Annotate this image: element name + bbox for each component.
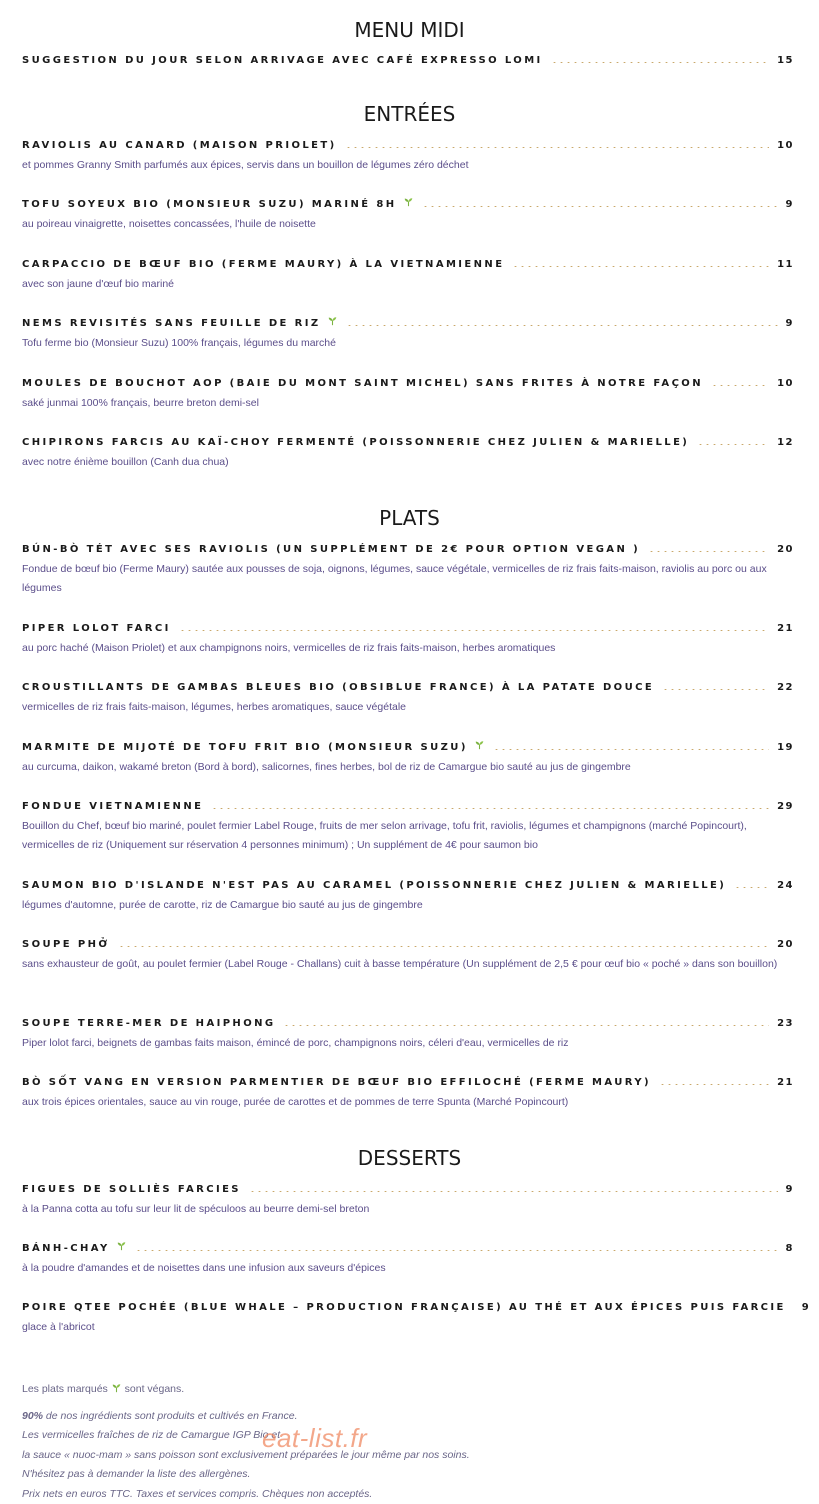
item-description: sans exhausteur de goût, au poulet fermier (Label Rouge - Challans) cuit à basse température (Un supplément de 2,5 € pour œuf bio « poché » dans son bouillon)	[22, 955, 794, 974]
menu-item	[22, 435, 794, 472]
item-name: FONDUE VIETNAMIENNE	[22, 801, 203, 812]
item-price: 8	[786, 1243, 794, 1254]
item-price: 12	[777, 437, 794, 448]
footer-note: Prix nets en euros TTC. Taxes et services compris. Chèques non acceptés.	[22, 1485, 794, 1504]
menu-item	[22, 542, 794, 598]
menu-item	[22, 257, 794, 294]
menu-item	[22, 138, 794, 175]
menu-item	[22, 197, 794, 234]
leader-dots	[697, 435, 769, 445]
item-description: aux trois épices orientales, sauce au vin rouge, purée de carottes et de pommes de terre Spunta (Marché Popincourt)	[22, 1093, 794, 1112]
item-name: MARMITE DE MIJOTÉ DE TOFU FRIT BIO (MONSIEUR SUZU)	[22, 742, 468, 753]
menu-item	[22, 1016, 794, 1053]
footer-note: 90% de nos ingrédients sont produits et cultivés en France.	[22, 1407, 794, 1427]
item-price: 9	[786, 318, 794, 329]
menu-item	[22, 1300, 794, 1337]
item-name: BÚN-BÒ TÉT AVEC SES RAVIOLIS (UN SUPPLÉMENT DE 2€ POUR OPTION VEGAN )	[22, 544, 640, 555]
item-name: SAUMON BIO D'ISLANDE N'EST PAS AU CARAMEL (POISSONNERIE CHEZ JULIEN & MARIELLE)	[22, 880, 726, 891]
footer-notes	[22, 1380, 794, 1504]
item-price: 15	[777, 55, 794, 66]
footer-note: N'hésitez pas à demander la liste des allergènes.	[22, 1465, 794, 1485]
menu-item	[22, 1241, 794, 1278]
section-title-entrees: ENTRÉES	[0, 102, 819, 126]
item-description: et pommes Granny Smith parfumés aux épices, servis dans un bouillon de légumes zéro déchet	[22, 156, 794, 175]
item-name: NEMS REVISITÉS SANS FEUILLE DE RIZ	[22, 318, 321, 329]
item-description: vermicelles de riz frais faits-maison, légumes, herbes aromatiques, sauce végétale	[22, 698, 794, 717]
item-name: CROUSTILLANTS DE GAMBAS BLEUES BIO (OBSIBLUE FRANCE) À LA PATATE DOUCE	[22, 682, 654, 693]
item-price: 19	[777, 742, 794, 753]
item-description: Piper lolot farci, beignets de gambas faits maison, émincé de porc, champignons noirs, céleri d'eau, vermicelles de riz	[22, 1034, 794, 1053]
section-title-desserts: DESSERTS	[0, 1146, 819, 1170]
menu-item	[22, 937, 794, 974]
item-name: RAVIOLIS AU CANARD (MAISON PRIOLET)	[22, 140, 337, 151]
item-price: 21	[777, 623, 794, 634]
item-name: SOUPE TERRE-MER DE HAIPHONG	[22, 1018, 275, 1029]
leader-dots	[346, 316, 778, 326]
vegan-leaf-icon	[111, 1383, 122, 1393]
item-price: 21	[777, 1077, 794, 1088]
item-description: légumes d'automne, purée de carotte, riz de Camargue bio sauté au jus de gingembre	[22, 896, 794, 915]
vegan-leaf-icon	[327, 316, 338, 326]
leader-dots	[734, 878, 769, 888]
item-price: 22	[777, 682, 794, 693]
item-price: 9	[786, 199, 794, 210]
leader-dots	[711, 376, 769, 386]
item-name: SOUPE PHỞ	[22, 939, 110, 950]
item-price: 29	[777, 801, 794, 812]
leader-dots	[648, 542, 769, 552]
vegan-leaf-icon	[474, 740, 485, 750]
item-description: saké junmai 100% français, beurre breton demi-sel	[22, 394, 794, 413]
watermark-logo: eat-list.fr	[262, 1423, 367, 1454]
item-description: au porc haché (Maison Priolet) et aux champignons noirs, vermicelles de riz frais faits-maison, herbes aromatiques	[22, 639, 794, 658]
item-name: SUGGESTION DU JOUR SELON ARRIVAGE AVEC CAFÉ EXPRESSO LOMI	[22, 55, 543, 66]
item-name: CARPACCIO DE BŒUF BIO (FERME MAURY) À LA VIETNAMIENNE	[22, 259, 504, 270]
item-name: CHIPIRONS FARCIS AU KAÏ-CHOY FERMENTÉ (POISSONNERIE CHEZ JULIEN & MARIELLE)	[22, 437, 689, 448]
menu-item	[22, 1182, 794, 1219]
item-name: BÒ SỐT VANG EN VERSION PARMENTIER DE BŒUF BIO EFFILOCHÉ (FERME MAURY)	[22, 1077, 651, 1088]
menu-item	[22, 376, 794, 413]
leader-dots	[179, 621, 769, 631]
item-name: MOULES DE BOUCHOT AOP (BAIE DU MONT SAINT MICHEL) SANS FRITES À NOTRE FAÇON	[22, 378, 703, 389]
menu-item	[22, 1075, 794, 1112]
vegan-leaf-icon	[403, 197, 414, 207]
item-description: Fondue de bœuf bio (Ferme Maury) sautée aux pousses de soja, oignons, légumes, sauce végétale, vermicelles de riz frais faits-maison, raviolis au porc ou aux légumes	[22, 560, 794, 598]
item-description: au curcuma, daikon, wakamé breton (Bord à bord), salicornes, fines herbes, bol de riz de Camargue bio sauté au jus de gingembre	[22, 758, 794, 777]
item-name: POIRE QTEE POCHÉE (BLUE WHALE – PRODUCTION FRANÇAISE) AU THÉ ET AUX ÉPICES PUIS FARCIE	[22, 1302, 786, 1313]
item-price: 9	[802, 1302, 810, 1313]
item-description: à la Panna cotta au tofu sur leur lit de spéculoos au beurre demi-sel breton	[22, 1200, 794, 1219]
item-price: 10	[777, 378, 794, 389]
vegan-leaf-icon	[116, 1241, 127, 1251]
item-name: TOFU SOYEUX BIO (MONSIEUR SUZU) MARINÉ 8H	[22, 199, 397, 210]
item-description: avec notre énième bouillon (Canh dua chua)	[22, 453, 794, 472]
item-description: avec son jaune d'œuf bio mariné	[22, 275, 794, 294]
menu-item	[22, 53, 794, 69]
section-title-menu-midi: MENU MIDI	[0, 18, 819, 42]
menu-item	[22, 799, 794, 855]
footer-note: Les vermicelles fraîches de riz de Camargue IGP Bio et	[22, 1426, 794, 1446]
item-description: Bouillon du Chef, bœuf bio mariné, poulet fermier Label Rouge, fruits de mer selon arrivage, tofu frit, raviolis, légumes et champignons (marché Popincourt), vermicelles de riz (Uniquement sur réservation 4 personnes minimum) ; Un supplément de 4€ pour saumon bio	[22, 817, 794, 855]
menu-item	[22, 680, 794, 717]
item-description: glace à l'abricot	[22, 1318, 794, 1337]
leader-dots	[512, 257, 769, 267]
item-name: PIPER LOLOT FARCI	[22, 623, 171, 634]
item-description: à la poudre d'amandes et de noisettes dans une infusion aux saveurs d'épices	[22, 1259, 794, 1278]
leader-dots	[345, 138, 769, 148]
item-description: Tofu ferme bio (Monsieur Suzu) 100% français, légumes du marché	[22, 334, 794, 353]
menu-item	[22, 878, 794, 915]
item-price: 9	[786, 1184, 794, 1195]
footer-note: la sauce « nuoc-mam » sans poisson sont exclusivement préparées le jour même par nos soins.	[22, 1446, 794, 1466]
menu-item	[22, 621, 794, 658]
leader-dots	[283, 1016, 769, 1026]
menu-item	[22, 316, 794, 353]
leader-dots	[551, 53, 769, 63]
leader-dots	[249, 1182, 778, 1192]
menu-item	[22, 740, 794, 777]
leader-dots	[659, 1075, 769, 1085]
item-description: au poireau vinaigrette, noisettes concassées, l'huile de noisette	[22, 215, 794, 234]
item-price: 23	[777, 1018, 794, 1029]
item-name: BÁNH-CHAY	[22, 1243, 110, 1254]
item-price: 20	[777, 544, 794, 555]
leader-dots	[662, 680, 769, 690]
vegan-legend: Les plats marqués sont végans.	[22, 1380, 794, 1400]
item-price: 10	[777, 140, 794, 151]
leader-dots	[135, 1241, 778, 1251]
leader-dots	[493, 740, 769, 750]
item-price: 24	[777, 880, 794, 891]
item-name: FIGUES DE SOLLIÈS FARCIES	[22, 1184, 241, 1195]
section-title-plats: PLATS	[0, 506, 819, 530]
leader-dots	[211, 799, 769, 809]
item-price: 11	[777, 259, 794, 270]
leader-dots	[118, 937, 770, 947]
leader-dots	[422, 197, 778, 207]
item-price: 20	[777, 939, 794, 950]
